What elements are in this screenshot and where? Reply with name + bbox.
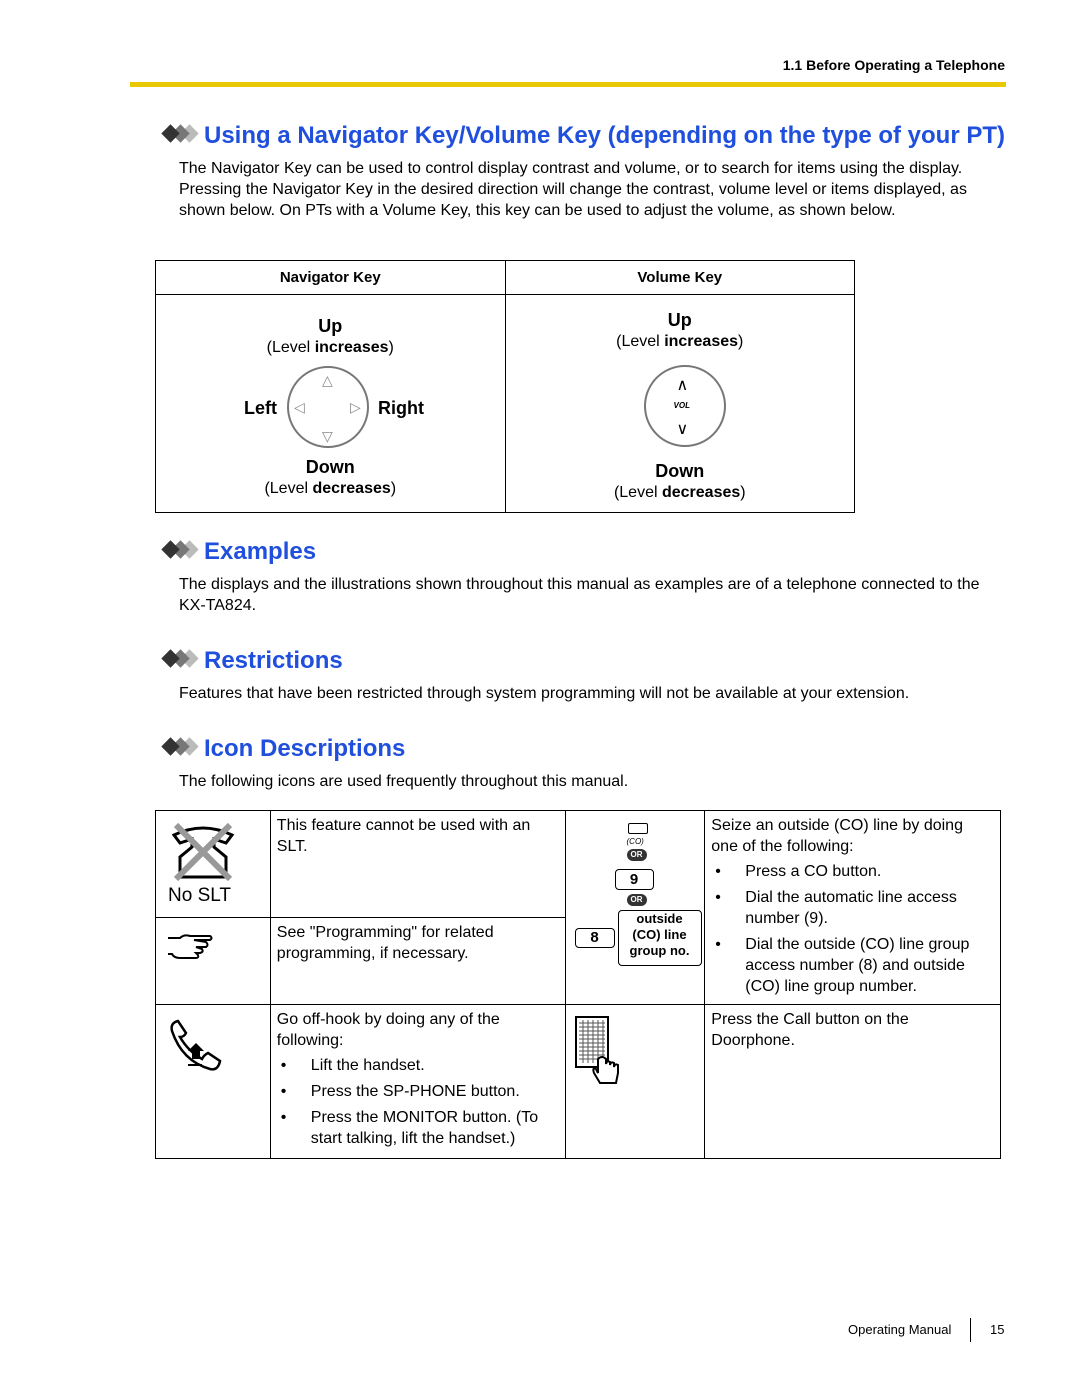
- icons-heading-text: Icon Descriptions: [204, 735, 406, 762]
- volume-up-icon: ∧: [676, 377, 689, 394]
- nav-down-label: Down: [305, 457, 355, 477]
- key-table: [155, 260, 855, 513]
- section-heading-restrictions: [160, 647, 343, 675]
- navigator-key-cell: [156, 295, 506, 513]
- doorphone-desc-cell: [705, 1005, 1001, 1159]
- doorphone-desc: Press the Call button on the Doorphone.: [711, 1011, 909, 1049]
- no-slt-label: No SLT: [168, 885, 232, 906]
- programming-desc: See "Programming" for related programming, if necessary.: [276, 924, 494, 962]
- examples-body: The displays and the illustrations shown throughout this manual as examples are of a telephone connected to the KX-TA824.: [179, 576, 980, 614]
- diamond-bullet-icon: [160, 125, 198, 147]
- footer-separator: [970, 1318, 971, 1342]
- seize-line-desc-cell: [705, 811, 1001, 1005]
- restrictions-body: Features that have been restricted through system programming will not be available at your extension.: [179, 685, 910, 702]
- or-badge: OR: [627, 894, 647, 906]
- header-rule: [130, 82, 1006, 87]
- seize-item: • Dial the outside (CO) line group access number (8) and outside (CO) line group number.: [711, 934, 994, 997]
- no-slt-icon-cell: [156, 811, 271, 918]
- outside-line-text-1: outside: [636, 911, 683, 926]
- navigator-heading-text: Using a Navigator Key/Volume Key (depending on the type of your PT): [204, 122, 1005, 149]
- seize-item: • Press a CO button.: [711, 861, 994, 882]
- nav-level-increases: (Level increases): [266, 339, 394, 356]
- examples-heading-text: Examples: [204, 538, 317, 565]
- co-label: (CO): [626, 837, 644, 846]
- vol-down-label: Down: [655, 461, 705, 481]
- navigator-key-header: Navigator Key: [156, 261, 506, 295]
- no-slt-desc: This feature cannot be used with an SLT.: [276, 817, 531, 855]
- co-button-icon: [628, 823, 648, 834]
- seize-line-desc: [705, 811, 1000, 997]
- icon-table: [155, 810, 1001, 1159]
- seize-intro: Seize an outside (CO) line by doing one of the following:: [711, 817, 963, 855]
- arrow-up-icon: △: [322, 372, 333, 388]
- section-heading-navigator: [160, 122, 1005, 150]
- nav-right-label: Right: [378, 398, 424, 418]
- section-heading-examples: [160, 538, 316, 566]
- volume-key-header: Volume Key: [505, 261, 854, 295]
- vol-up-label: Up: [667, 310, 692, 330]
- vol-level-increases: (Level increases): [616, 333, 744, 350]
- offhook-desc-cell: [270, 1005, 565, 1159]
- volume-key-cell: [505, 295, 854, 513]
- seize-item: • Dial the automatic line access number (9).: [711, 887, 994, 929]
- seize-line-icon-cell: [565, 811, 705, 1005]
- or-badge: OR: [627, 849, 647, 861]
- outside-line-group-icon: [618, 910, 702, 966]
- icons-body: The following icons are used frequently throughout this manual.: [179, 773, 629, 790]
- doorphone-call-icon: [574, 1015, 626, 1085]
- nav-level-decreases: (Level decreases): [264, 480, 397, 497]
- volume-down-icon: ∨: [676, 421, 689, 438]
- diamond-bullet-icon: [160, 650, 198, 672]
- no-slt-desc-cell: [270, 811, 565, 918]
- offhook-item: • Lift the handset.: [277, 1055, 559, 1076]
- key-9-icon: 9: [615, 869, 654, 890]
- vol-label: VOL: [673, 401, 690, 410]
- outside-line-text-3: group no.: [629, 943, 690, 958]
- arrow-right-icon: ▷: [350, 399, 361, 415]
- diamond-bullet-icon: [160, 738, 198, 760]
- offhook-icon-cell: [156, 1005, 271, 1159]
- key-8-icon: 8: [575, 928, 615, 948]
- programming-desc-cell: [270, 918, 565, 1005]
- outside-line-text-2: (CO) line: [632, 927, 687, 942]
- doorphone-icon-cell: [565, 1005, 705, 1159]
- page-number: 15: [990, 1322, 1005, 1337]
- restrictions-heading-text: Restrictions: [204, 647, 343, 674]
- pointing-hand-icon: [166, 932, 214, 960]
- running-header: 1.1 Before Operating a Telephone: [782, 57, 1005, 73]
- off-hook-handset-icon: [166, 1019, 226, 1075]
- offhook-item: • Press the SP-PHONE button.: [277, 1081, 559, 1102]
- diamond-bullet-icon: [160, 541, 198, 563]
- footer-label: Operating Manual: [848, 1322, 952, 1337]
- vol-level-decreases: (Level decreases): [613, 484, 746, 501]
- arrow-left-icon: ◁: [294, 399, 305, 415]
- no-slt-phone-icon: [166, 821, 241, 883]
- navigator-body: The Navigator Key can be used to control display contrast and volume, or to search for items using the display. Pressing the Navigator Key in the desired direction will change the contrast, volume level or items displayed, as shown below. On PTs with a Volume Key, this key can be used to adjust the volume, as shown below.: [179, 160, 967, 219]
- programming-icon-cell: [156, 918, 271, 1005]
- offhook-intro: Go off-hook by doing any of the following:: [276, 1011, 500, 1049]
- offhook-desc: [271, 1005, 565, 1149]
- nav-left-label: Left: [244, 398, 277, 418]
- section-heading-icons: [160, 735, 405, 763]
- nav-up-label: Up: [318, 316, 343, 336]
- offhook-item: • Press the MONITOR button. (To start talking, lift the handset.): [277, 1107, 559, 1149]
- arrow-down-icon: ▽: [322, 428, 333, 444]
